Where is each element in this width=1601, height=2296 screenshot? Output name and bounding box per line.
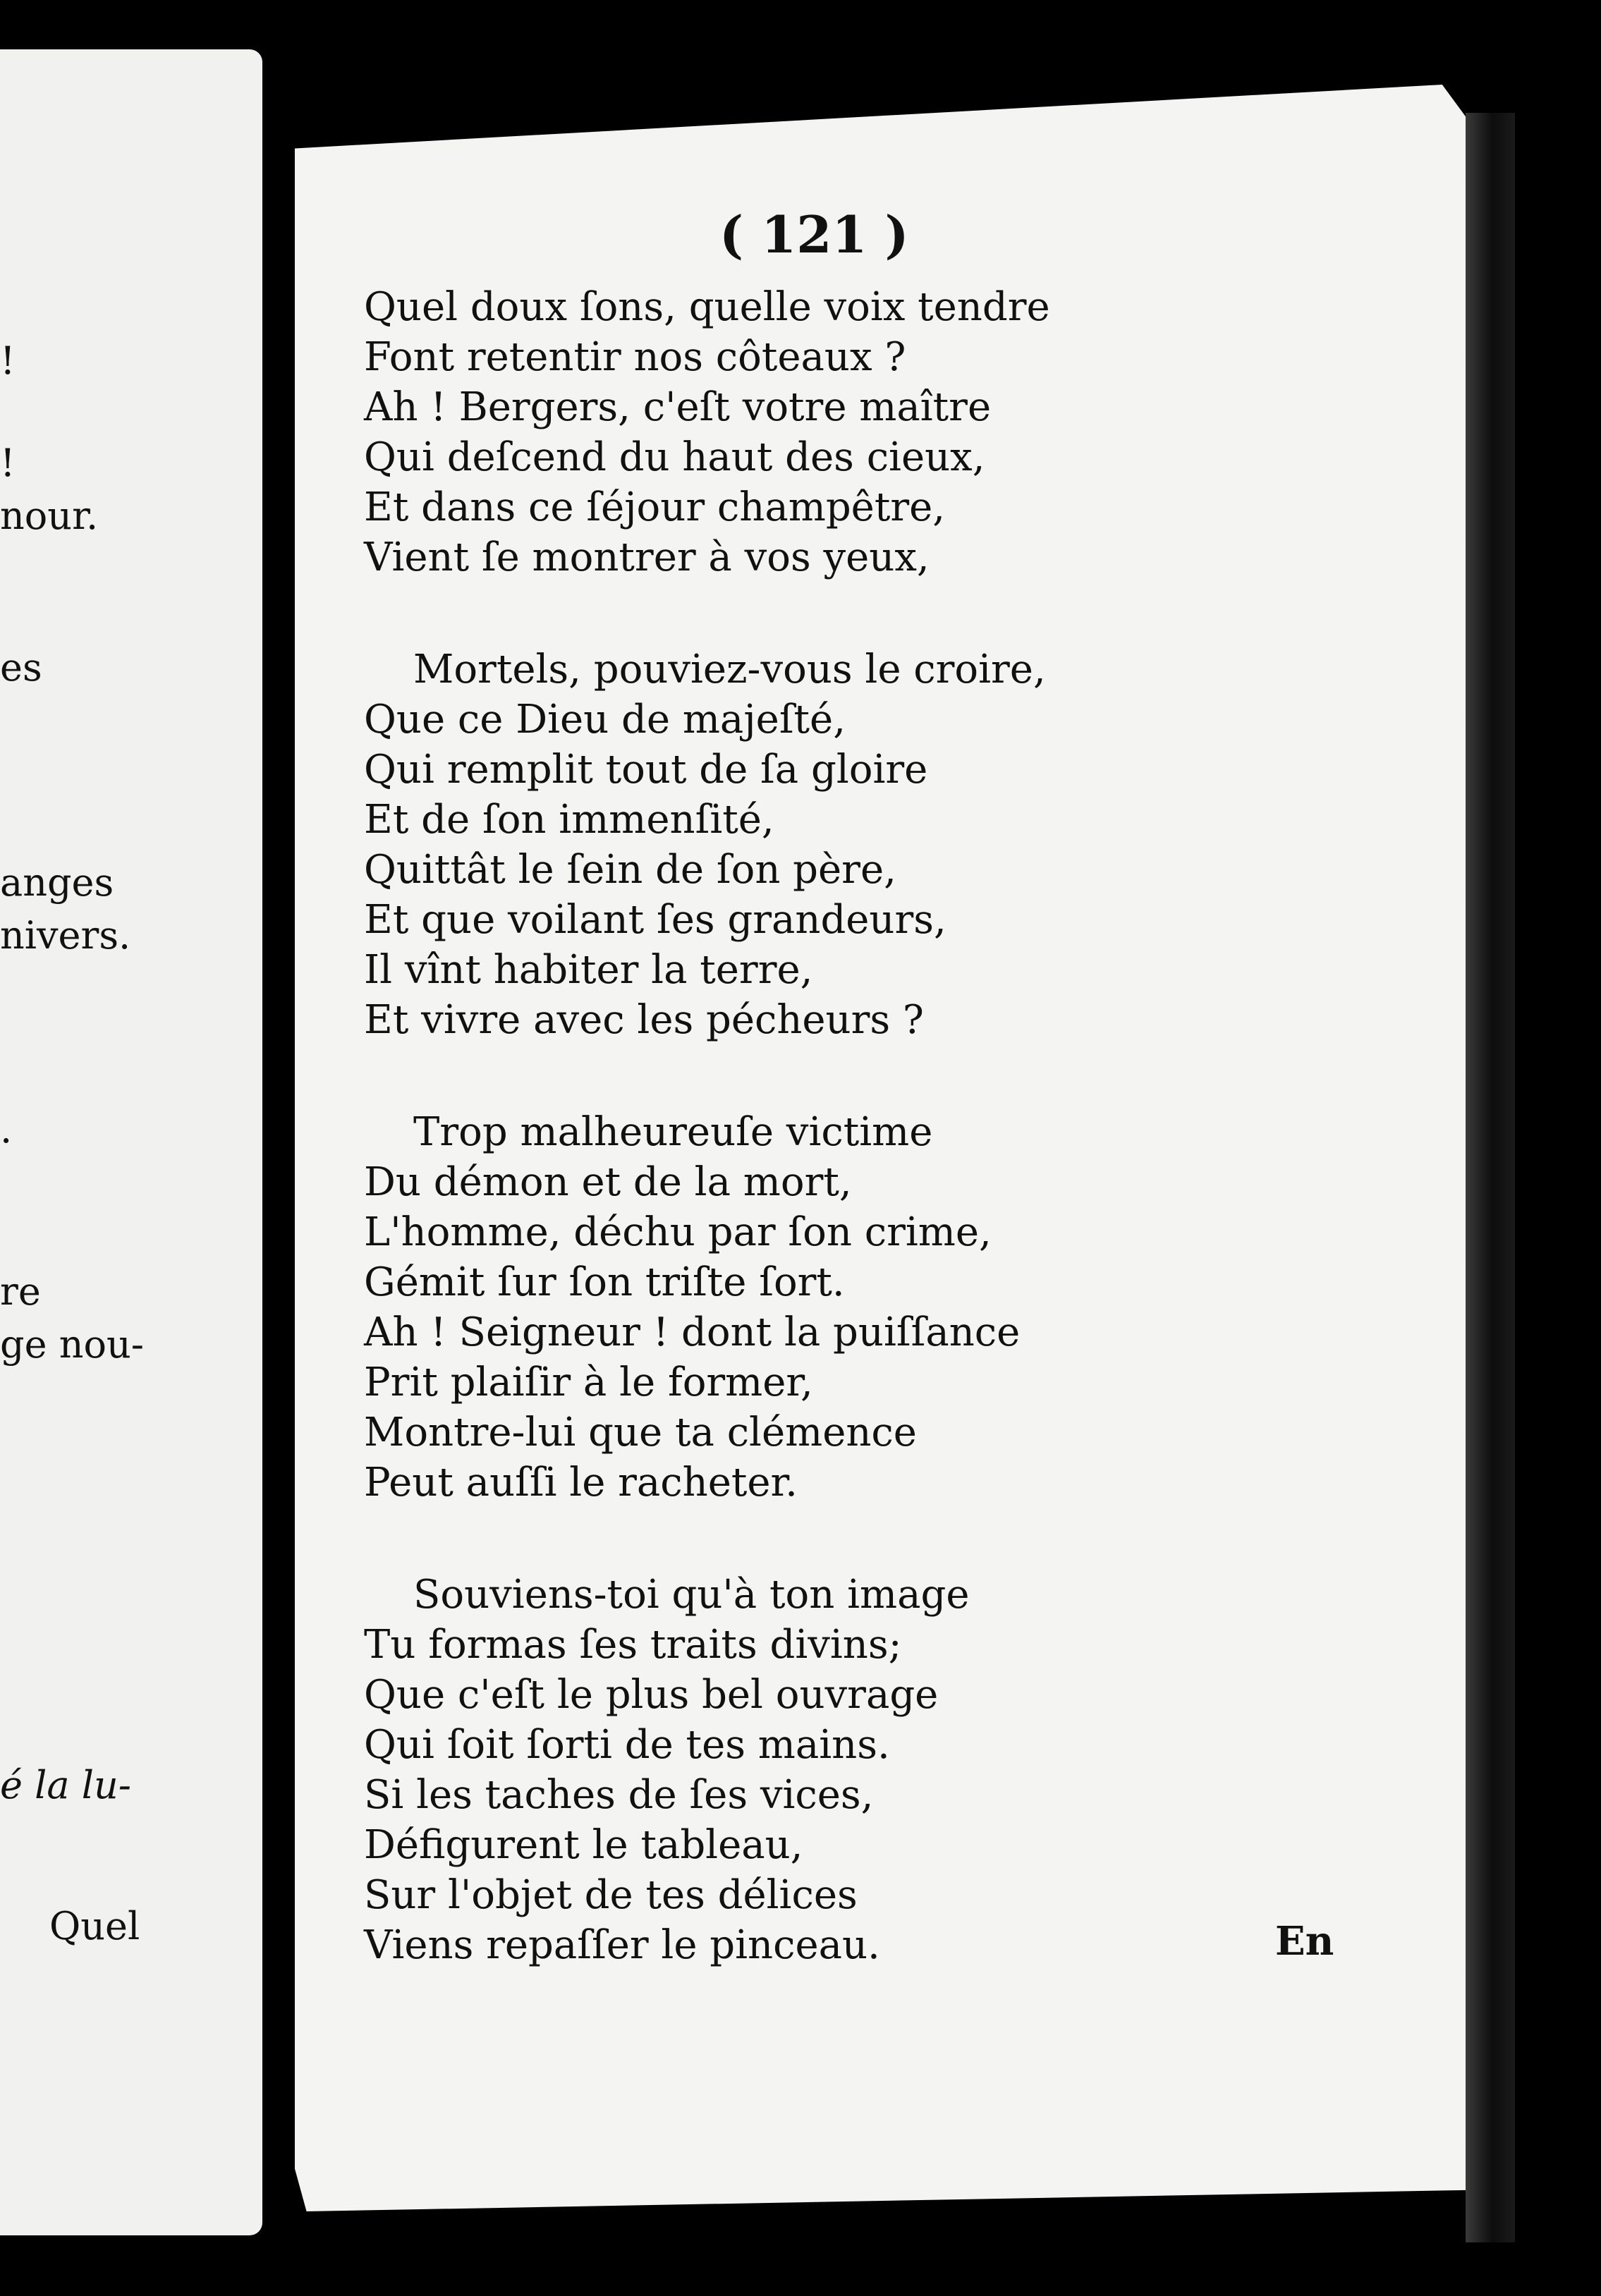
verse-line: Montre-lui que ta clémence	[364, 1410, 917, 1455]
verse-line: Qui deſcend du haut des cieux,	[364, 434, 985, 480]
verse-line: Que ce Dieu de majeſté,	[364, 697, 846, 743]
page-number: ( 121 )	[719, 204, 909, 264]
verse-line: Prit plaiſir à le former,	[364, 1360, 813, 1405]
page-edge-shadow	[1466, 113, 1515, 2242]
verse-line: Du démon et de la mort,	[364, 1159, 852, 1205]
verse-line: Mortels, pouviez-vous le croire,	[413, 647, 1046, 692]
verse-line: Défigurent le tableau,	[364, 1822, 803, 1868]
verse-line: Ah ! Seigneur ! dont la puiſſance	[364, 1309, 1021, 1355]
verse-line: Vient ſe montrer à vos yeux,	[364, 535, 930, 580]
verse-line: Et vivre avec les pécheurs ?	[364, 997, 924, 1043]
left-page-text: ge nou-	[0, 1322, 145, 1367]
verse-line: Si les taches de ſes vices,	[364, 1772, 874, 1818]
verse-line: Sur l'objet de tes délices	[364, 1872, 858, 1918]
stanza-1	[364, 282, 1175, 582]
left-page-text: re	[0, 1269, 41, 1314]
left-page-text: nivers.	[0, 913, 131, 958]
left-page-text: es	[0, 645, 42, 690]
left-page-text: nour.	[0, 494, 99, 538]
left-page-text: !	[0, 441, 16, 485]
poem-text	[364, 282, 1175, 2032]
stanza-2	[364, 645, 1175, 1045]
verse-line: Que c'eſt le plus bel ouvrage	[364, 1672, 939, 1718]
verse-line: Quel doux ſons, quelle voix tendre	[364, 284, 1050, 330]
left-page-catchword: Quel	[49, 1904, 140, 1948]
verse-line: L'homme, déchu par ſon crime,	[364, 1209, 992, 1255]
verse-line: Ah ! Bergers, c'eſt votre maître	[364, 384, 992, 430]
verse-line: Et que voilant ſes grandeurs,	[364, 897, 946, 943]
verse-line: Tu formas ſes traits divins;	[364, 1622, 902, 1668]
verse-line: Peut auſſi le racheter.	[364, 1460, 798, 1506]
catchword: En	[1275, 1918, 1334, 1965]
verse-line: Et dans ce ſéjour champêtre,	[364, 484, 946, 530]
book-gutter	[262, 0, 295, 2296]
left-page-text: !	[0, 338, 16, 383]
verse-line: Et de ſon immenſité,	[364, 797, 774, 843]
stanza-4	[364, 1570, 1175, 1970]
verse-line: Trop malheureuſe victime	[413, 1109, 933, 1155]
stanza-3	[364, 1107, 1175, 1508]
verse-line: Viens repaſſer le pinceau.	[364, 1922, 880, 1968]
verse-line: Il vînt habiter la terre,	[364, 947, 813, 993]
verse-line: Souviens-toi qu'à ton image	[413, 1572, 970, 1618]
verse-line: Qui ſoit ſorti de tes mains.	[364, 1722, 890, 1768]
verse-line: Qui remplit tout de ſa gloire	[364, 747, 928, 793]
left-page-text: .	[0, 1107, 13, 1152]
left-page-fragment	[0, 49, 262, 2235]
verse-line: Quittât le ſein de ſon père,	[364, 847, 896, 893]
left-page-text: é la lu-	[0, 1763, 132, 1807]
left-page-text: anges	[0, 860, 114, 905]
verse-line: Font retentir nos côteaux ?	[364, 334, 906, 380]
verse-line: Gémit ſur ſon triſte ſort.	[364, 1259, 845, 1305]
